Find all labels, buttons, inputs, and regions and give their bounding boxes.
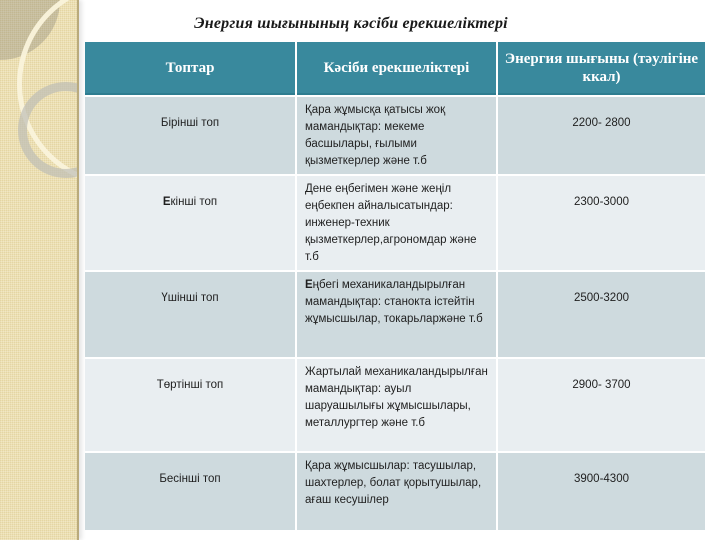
table-row <box>85 272 705 357</box>
table-row <box>85 97 705 174</box>
table-row <box>85 359 705 451</box>
table-header-row <box>85 42 705 95</box>
energy-cell: 2900- 3700 <box>498 359 705 451</box>
energy-cell: 2500-3200 <box>498 272 705 357</box>
group-cell: Екінші топ <box>85 176 295 270</box>
group-cell: Бесінші топ <box>85 453 295 530</box>
features-cell: Қара жұмысқа қатысы жоқ мамандықтар: мекеме басшылары, ғылыми қызметкерлер және т.б <box>297 97 496 174</box>
header-cell-groups: Топтар <box>85 42 295 95</box>
table-body <box>85 97 705 530</box>
energy-cell: 2300-3000 <box>498 176 705 270</box>
header-cell-features: Кәсіби ерекшеліктері <box>297 42 496 95</box>
title-area <box>0 15 702 33</box>
group-cell: Төртінші топ <box>85 359 295 451</box>
energy-cell: 2200- 2800 <box>498 97 705 174</box>
features-cell: Жартылай механикаландырылған мамандықтар: ауыл шаруашылығы жұмысшылары, металлургтер және т.б <box>297 359 496 451</box>
header-cell-energy: Энергия шығыны (тәулігіне ккал) <box>498 42 705 95</box>
group-cell: Бірінші топ <box>85 97 295 174</box>
features-cell: Еңбегі механикаландырылған мамандықтар: станокта істейтін жұмысшылар, токарьларжәне т.б <box>297 272 496 357</box>
slide-title: Энергия шығынының кәсіби ерекшеліктері <box>194 15 508 32</box>
features-cell: Дене еңбегімен және жеңіл еңбекпен айналысатындар: инженер-техник қызметкерлер,агрономдар және т.б <box>297 176 496 270</box>
table-row <box>85 453 705 530</box>
decorative-strip <box>0 0 79 540</box>
energy-cell: 3900-4300 <box>498 453 705 530</box>
features-cell: Қара жұмысшылар: тасушылар, шахтерлер, болат қорытушылар, ағаш кесушілер <box>297 453 496 530</box>
table-row <box>85 176 705 270</box>
group-cell: Үшінші топ <box>85 272 295 357</box>
energy-table <box>85 42 705 530</box>
